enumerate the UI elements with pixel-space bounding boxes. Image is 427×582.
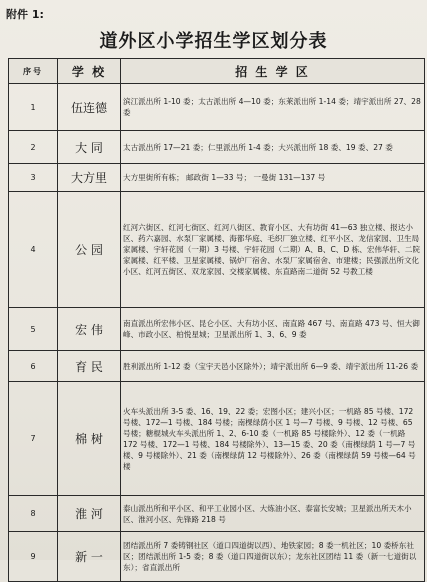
row-number: 1 — [9, 84, 58, 131]
row-number: 5 — [9, 308, 58, 351]
header-number: 序号 — [9, 59, 58, 84]
row-district: 太古派出所 17—21 委；仁里派出所 1-4 委；大兴派出所 18 委、19 委、27 委 — [121, 131, 425, 164]
table-row — [9, 131, 425, 164]
table-row — [9, 164, 425, 192]
row-district: 泰山派出所和平小区、和平工业园小区、大炼油小区、泰富长安城；卫星派出所天木小区、淮河小区、先锋路 218 号 — [121, 496, 425, 532]
row-number: 2 — [9, 131, 58, 164]
row-district: 大方里街所有栋； 邮政街 1—33 号； 一曼街 131—137 号 — [121, 164, 425, 192]
row-school: 淮 河 — [58, 496, 121, 532]
table-row — [9, 532, 425, 582]
row-district: 南直派出所宏伟小区、昆仑小区、大有坊小区、南直路 467 号、南直路 473 号、恒大御峰、市政小区、柏悦星城；卫星派出所 1、3、6、9 委 — [121, 308, 425, 351]
school-district-table — [8, 58, 425, 582]
row-district: 滨江派出所 1-10 委；太古派出所 4—10 委；东莱派出所 1-14 委；靖宇派出所 27、28 委 — [121, 84, 425, 131]
row-district: 红河六街区、红河七街区、红河八街区、教育小区、大有坊街 41—63 独立楼、报达小区、药六嘉园、水泵厂家属楼、海都华庭、毛织厂独立楼、红平小区、龙信家园、卫生局家属楼、宇轩花园（一期）3 号楼、宇轩花园（二期）A、B、C、D 栋、宏伟华轩、二院家属楼、红平楼、卫星家属楼、锅炉厂宿舍、水泵厂家属宿舍、市建楼；民强派出所文化小区、红河五街区、双龙家园、交楼家属楼、东直路南二道街 52 号教工楼 — [121, 192, 425, 308]
row-number: 7 — [9, 382, 58, 496]
document-title: 道外区小学招生学区划分表 — [99, 31, 328, 52]
row-number: 6 — [9, 351, 58, 382]
row-school: 伍连德 — [58, 84, 121, 131]
row-number: 8 — [9, 496, 58, 532]
row-number: 3 — [9, 164, 58, 192]
header-district: 招 生 学 区 — [121, 59, 425, 84]
row-school: 宏 伟 — [58, 308, 121, 351]
header-school: 学 校 — [58, 59, 121, 84]
attachment-label: 附件 1: — [6, 8, 44, 21]
table-row — [9, 382, 425, 496]
row-school: 育 民 — [58, 351, 121, 382]
row-district: 胜利派出所 1-12 委（宝宇天邑小区除外）；靖宇派出所 6—9 委、靖宇派出所 11-26 委 — [121, 351, 425, 382]
table-row — [9, 351, 425, 382]
row-school: 大 同 — [58, 131, 121, 164]
table-row — [9, 496, 425, 532]
table-row — [9, 192, 425, 308]
row-school: 新 一 — [58, 532, 121, 582]
table-row — [9, 308, 425, 351]
row-number: 4 — [9, 192, 58, 308]
row-school: 大方里 — [58, 164, 121, 192]
row-number: 9 — [9, 532, 58, 582]
row-district: 团结派出所 7 委铸钢社区（道口四道街以西）、地铁家园；8 委一机社区；10 委桥东社区；团结派出所 1-5 委；8 委（道口四道街以东）；龙东社区团结 11 委（新一七道街以东）；省直派出所 — [121, 532, 425, 582]
table-header-row — [9, 59, 425, 84]
table-row — [9, 84, 425, 131]
row-district: 火车头派出所 3-5 委、16、19、22 委；宏图小区；建兴小区；一机路 85 号楼、172 号楼、172—1 号楼、184 号楼；南棵绿荫小区 1 号—7 号楼、9 号楼、12 号楼、65 号楼；糖棍城火车头派出所 1、2、6-10 委（一机路 85 号楼除外）、12 委（一机路 172 号楼、172—1 号楼、184 号楼除外）、13—15 委、20 委（南棵绿荫 1 号—7 号楼、9 号楼除外）、21 委（南棵绿荫 12 号楼除外）、26 委（南棵绿荫 59 号楼—64 号楼 — [121, 382, 425, 496]
row-school: 棉 树 — [58, 382, 121, 496]
row-school: 公 园 — [58, 192, 121, 308]
